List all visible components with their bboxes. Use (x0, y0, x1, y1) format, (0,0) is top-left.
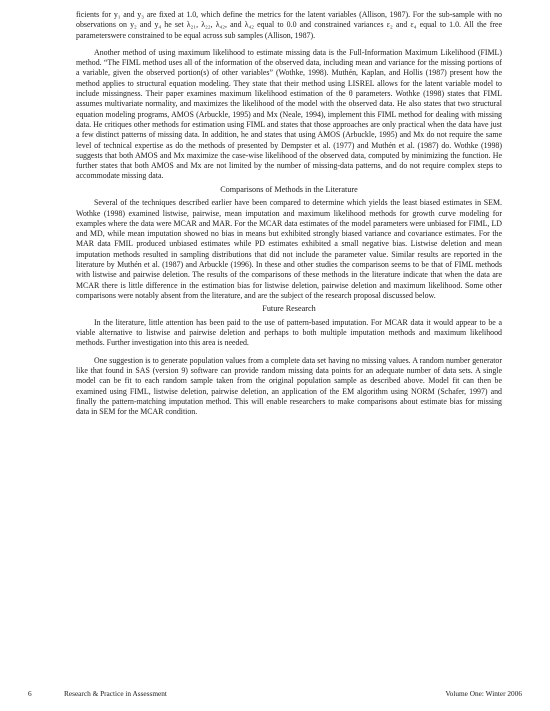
article-body (76, 10, 502, 417)
paragraph-pattern-imputation: In the literature, little attention has been paid to the use of pattern-based imputation. For MCAR data it would appear to be a viable alternative to listwise and pairwise deletion and perhaps to both multiple imputation methods and maximum likelihood methods. Further investigation into this area is needed. (76, 317, 502, 348)
heading-comparisons: Comparisons of Methods in the Literature (220, 184, 358, 194)
paragraph-fiml: Another method of using maximum likelihood to estimate missing data is the Full-Information Maximum Likelihood (FIML) method. “The FIML method uses all of the information of the observed data, including mean and variance for the missing portions of a variable, given the observed portion(s) of other variables” (Wothke, 1998). Muthén, Kaplan, and Hollis (1987) present how the method applies to structural equation modeling. They state that their method using LISREL allows for the latent variable model to include missingness. Their paper examines maximum likelihood estimation of the θ parameters. Wothke (1998) states that FIML assumes multivariate normality, and maximizes the likelihood of the model with the observed data. He also states that two structural equation modeling programs, AMOS (Arbuckle, 1995) and Mx (Neale, 1994), implement this FIML method for dealing with missing data. He critiques other methods for estimation using FIML and states that those approaches are only practical when the data have just a few distinct patterns of missing data. In addition, he and states that using AMOS (Arbuckle, 1995) and Mx do not require the same level of technical expertise as do the methods of presented by Dempster et al. (1977) and Muthén et al. (1987) do. Wothke (1998) suggests that both AMOS and Mx maximize the case-wise likelihood of the observed data, computed by minimizing the function. He further states that both AMOS and Mx are not limited by the number of missing-data patterns, and do not require complex steps to accommodate missing data. (76, 47, 502, 181)
paragraph-suggestion: One suggestion is to generate population values from a complete data set having no missing values. A random number generator like that found in SAS (version 9) software can provide random missing data points for an adequate number of data sets. A single model can be fit to each random sample taken from the original population sample as described above. Model fit can then be examined using FIML, listwise deletion, pairwise deletion, an application of the EM algorithm using NORM (Schafer, 1997) and finally the pattern-matching imputation method. This will enable researchers to make comparisons about estimate bias for missing data in SEM for the MCAR condition. (76, 355, 502, 417)
journal-name: Research & Practice in Assessment (64, 689, 167, 698)
page-number: 6 (28, 689, 32, 698)
heading-future-research: Future Research (262, 304, 316, 314)
paragraph-continuation: ficients for y₁ and y₃ are fixed at 1.0, which define the metrics for the latent variables (Allison, 1987). For the sub-sample with no observations on y₂ and y₄ he set λ₂₁, λ₂₂, λ₄₂, and λ₄₂ equal to 0.0 and constrained variances ε₂ and ε₄ equal to 1.0. All the free parameterswere constrained to be equal across sub samples (Allison, 1987). (76, 10, 502, 40)
issue-label: Volume One: Winter 2006 (445, 689, 522, 698)
paragraph-comparisons: Several of the techniques described earlier have been compared to determine which yields the least biased estimates in SEM. Wothke (1998) examined listwise, pairwise, mean imputation and maximum likelihood methods for growth curve modeling for examples where the data were MCAR and MAR. For the MCAR data estimates of the model parameters were unbiased for FIML, LD and MD, while mean imputation showed no bias in means but exhibited strongly biased variance and covariance estimates. For the MAR data FMIL produced unbiased estimates while PD estimates exhibited a small negative bias. Listwise deletion and mean imputation methods resulted in sampling distributions that did not include the parameter value. Similar results are reported in the literature by Muthén et al. (1987) and Arbuckle (1996). In these and other studies the comparison seems to be that of FIML methods with listwise and pairwise deletion. The results of the comparisons of these methods in the literature indicate that when the data are MCAR there is little difference in the estimation bias for listwise deletion, pairwise deletion and maximum likelihood. Some other comparisons were notably absent from the literature, and are the subject of the research proposal discussed below. (76, 198, 502, 300)
page-footer (28, 688, 522, 700)
